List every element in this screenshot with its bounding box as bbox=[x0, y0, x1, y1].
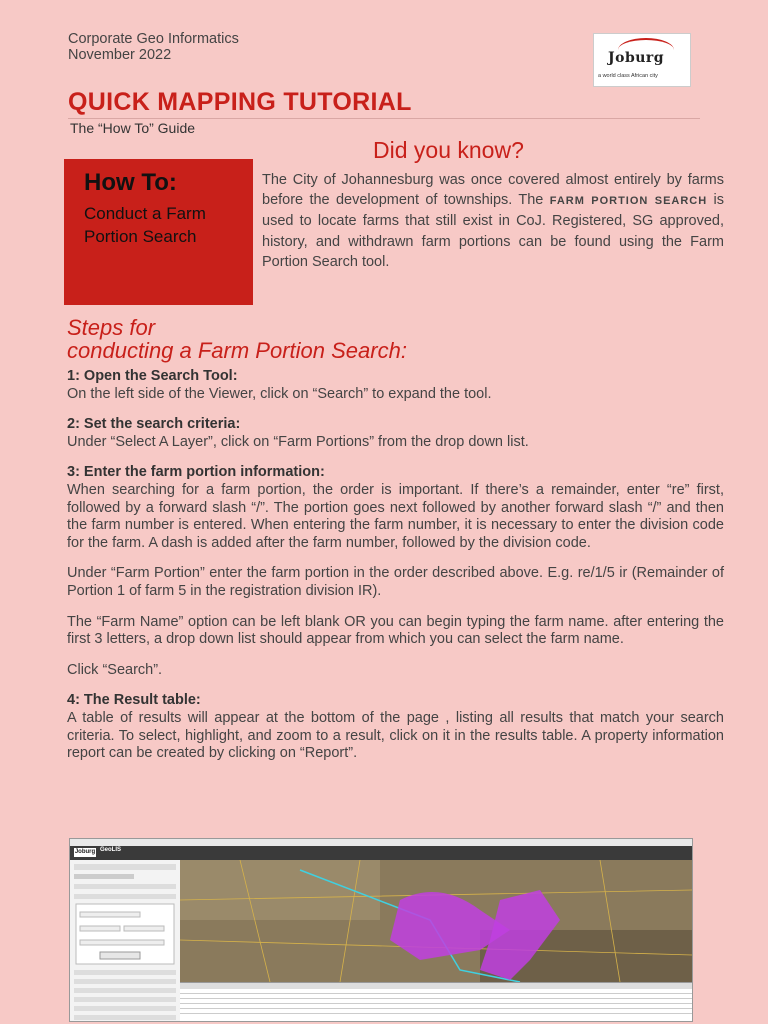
page-subtitle: The “How To” Guide bbox=[70, 120, 196, 136]
step3-para2: Under “Farm Portion” enter the farm portion in the order described above. E.g. re/1/5 ir (Remainder of Portion 1 of farm 5 in the registration division IR). bbox=[67, 565, 724, 599]
step1-text: On the left side of the Viewer, click on “Search” to expand the tool. bbox=[67, 385, 492, 402]
viewer-screenshot bbox=[69, 838, 693, 1022]
did-you-know-text bbox=[262, 170, 724, 272]
logo-word: Joburg bbox=[608, 50, 665, 66]
search-panel bbox=[70, 860, 181, 1021]
steps-title-line2: conducting a Farm Portion Search: bbox=[67, 338, 407, 363]
title-divider bbox=[68, 118, 700, 119]
app-logo: Joburg bbox=[74, 849, 96, 855]
step2-text: Under “Select A Layer”, click on “Farm Portions” from the drop down list. bbox=[67, 433, 529, 450]
step3-para3: The “Farm Name” option can be left blank OR you can begin typing the farm name. after entering the first 3 letters, a drop down list should appear from which you can select the farm name. bbox=[67, 613, 724, 648]
joburg-logo bbox=[593, 33, 691, 87]
steps-title-line1: Steps for bbox=[67, 315, 156, 340]
step4-heading: 4: The Result table: bbox=[67, 692, 201, 709]
did-you-know-heading: Did you know? bbox=[373, 137, 524, 163]
map-graphic bbox=[180, 860, 692, 982]
how-to-body: Conduct a Farm Portion Search bbox=[84, 204, 206, 246]
step3-heading: 3: Enter the farm portion information: bbox=[67, 464, 325, 481]
search-panel-graphic bbox=[70, 860, 180, 1021]
map-view bbox=[180, 860, 692, 982]
org-name: Corporate Geo Informatics bbox=[68, 31, 239, 47]
logo-tagline: a world class African city bbox=[598, 73, 658, 79]
steps-title bbox=[67, 316, 407, 362]
intro-highlight: FARM PORTION SEARCH bbox=[549, 195, 708, 208]
results-table bbox=[180, 982, 692, 1022]
issue-date: November 2022 bbox=[68, 47, 172, 63]
app-name: GeoLIS bbox=[100, 847, 122, 853]
step3-para1: When searching for a farm portion, the order is important. If there’s a remainder, enter “re” first, followed by a forward slash “/”. The portion goes next followed by another forward slash “/” and then the farm number is entered. When entering the farm number, it is necessary to enter the division code for the farm. A dash is added after the farm number, followed by the division code. bbox=[67, 481, 724, 551]
page-title: QUICK MAPPING TUTORIAL bbox=[68, 88, 412, 116]
intro-text-2: is used to locate farms that still exist in CoJ. Registered, SG approved, history, and withdrawn farm portions can be found using the Farm Portion Search tool. bbox=[262, 192, 725, 270]
document-header bbox=[68, 31, 239, 63]
how-to-heading: How To: bbox=[84, 169, 177, 196]
app-header bbox=[70, 846, 692, 860]
how-to-box bbox=[64, 159, 253, 305]
step2-heading: 2: Set the search criteria: bbox=[67, 416, 241, 433]
table-row bbox=[180, 1009, 692, 1014]
step1-heading: 1: Open the Search Tool: bbox=[67, 368, 238, 384]
step3-para4: Click “Search”. bbox=[67, 661, 163, 678]
steps-body bbox=[67, 368, 724, 763]
step4-text: A table of results will appear at the bottom of the page , listing all results that match your search criteria. To select, highlight, and zoom to a result, click on it in the results table. A property information report can be created by clicking on “Report”. bbox=[67, 709, 724, 762]
intro-text-1: The City of Johannesburg was once covered almost entirely by farms before the development of townships. The bbox=[262, 172, 724, 209]
